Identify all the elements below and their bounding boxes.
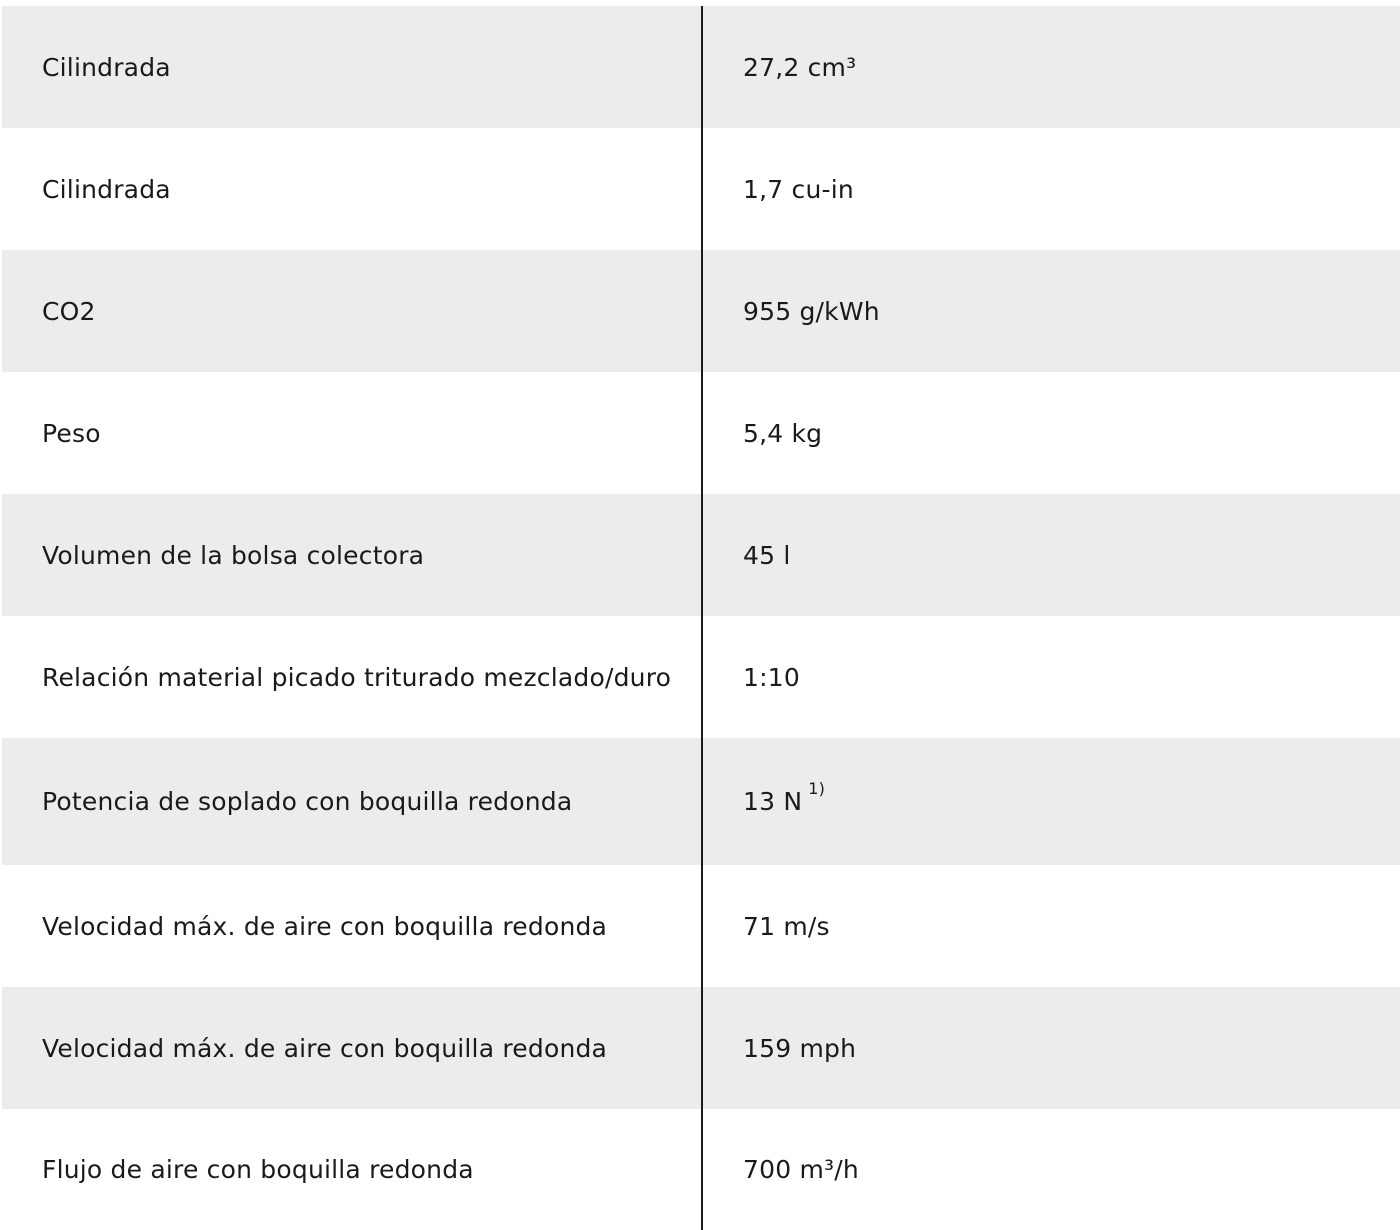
spec-value xyxy=(702,419,828,448)
spec-value-text: 27,2 cm³ xyxy=(743,52,857,82)
spec-value xyxy=(702,663,806,692)
spec-label: CO2 xyxy=(42,296,96,326)
spec-value xyxy=(702,1155,865,1184)
spec-value-text: 71 m/s xyxy=(743,911,830,941)
spec-label: Velocidad máx. de aire con boquilla redonda xyxy=(42,1033,608,1063)
spec-value-text: 1,7 cu-in xyxy=(743,174,854,204)
spec-value-text: 5,4 kg xyxy=(743,418,823,448)
spec-value-text: 700 m³/h xyxy=(743,1155,859,1184)
footnote-marker: 1) xyxy=(808,779,826,798)
spec-value xyxy=(702,297,886,326)
spec-value-text: 45 l xyxy=(743,540,791,570)
spec-value-text: 1:10 xyxy=(743,662,800,692)
column-divider xyxy=(701,6,703,1230)
spec-label: Peso xyxy=(42,418,101,448)
spec-value xyxy=(702,541,797,570)
spec-label: Cilindrada xyxy=(42,52,171,82)
spec-value xyxy=(702,1034,862,1063)
spec-value xyxy=(702,779,826,816)
spec-value-text: 159 mph xyxy=(743,1033,857,1063)
spec-label: Potencia de soplado con boquilla redonda xyxy=(42,787,573,816)
spec-label: Relación material picado triturado mezclado/duro xyxy=(42,662,672,692)
spec-value-text: 13 N xyxy=(743,787,803,816)
spec-label: Volumen de la bolsa colectora xyxy=(42,540,425,570)
spec-label: Cilindrada xyxy=(42,174,171,204)
spec-label: Velocidad máx. de aire con boquilla redonda xyxy=(42,911,608,941)
spec-value xyxy=(702,53,862,82)
spec-value xyxy=(702,175,860,204)
spec-label: Flujo de aire con boquilla redonda xyxy=(42,1155,474,1184)
spec-value xyxy=(702,912,836,941)
spec-value-text: 955 g/kWh xyxy=(743,296,880,326)
